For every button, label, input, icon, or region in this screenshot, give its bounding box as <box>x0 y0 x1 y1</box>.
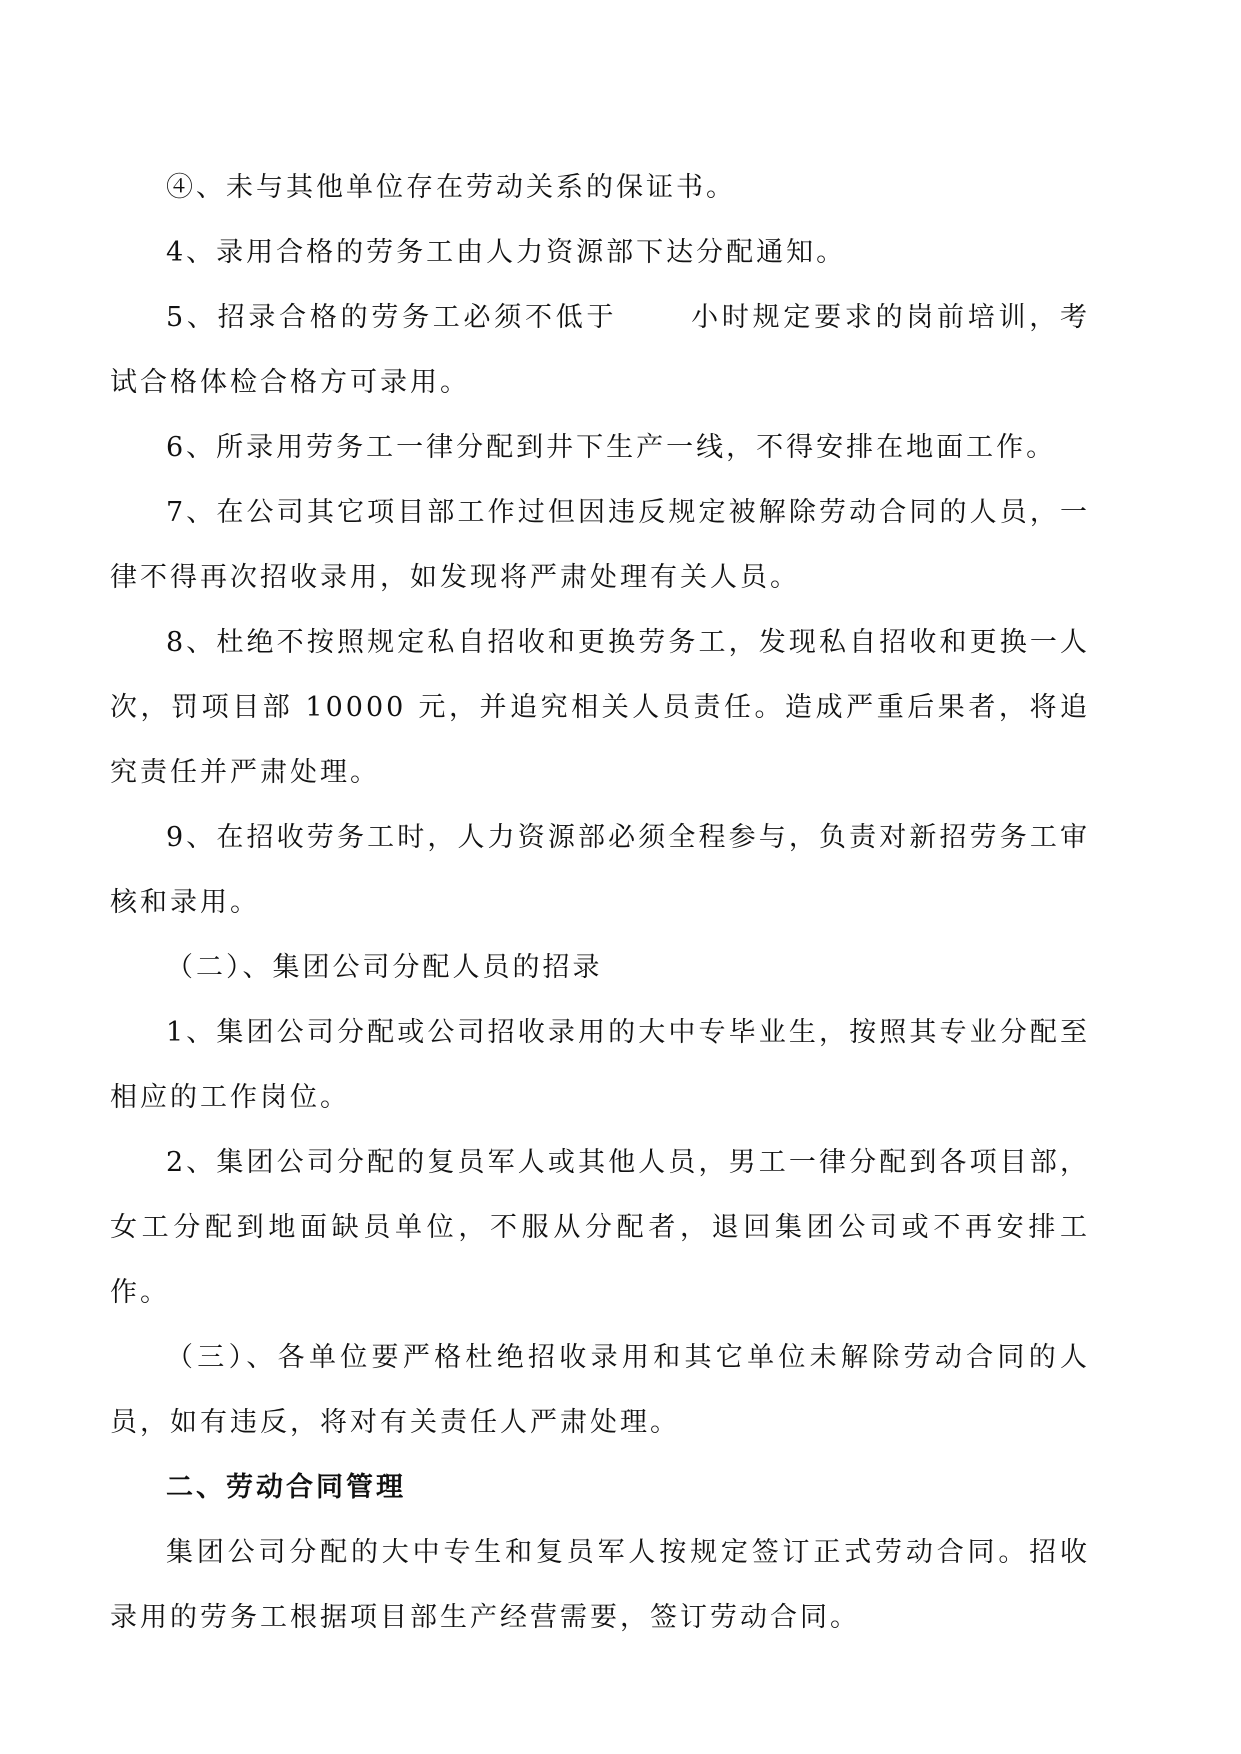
paragraph-item-4-guarantee: ④、未与其他单位存在劳动关系的保证书。 <box>166 172 736 203</box>
section-heading-labor-contract: 二、劳动合同管理 <box>166 1472 406 1503</box>
paragraph-subclause-2: 2、集团公司分配的复员军人或其他人员，男工一律分配到各项目部，女工分配到地面缺员单位，不服从分配者，退回集团公司或不再安排工作。 <box>110 1147 1090 1308</box>
subsection-heading-2: （二）、集团公司分配人员的招录 <box>166 952 603 983</box>
paragraph-clause-8: 8、杜绝不按照规定私自招收和更换劳务工，发现私自招收和更换一人次，罚项目部 10000 元，并追究相关人员责任。造成严重后果者，将追究责任并严肃处理。 <box>110 627 1090 788</box>
paragraph-labor-contract: 集团公司分配的大中专生和复员军人按规定签订正式劳动合同。招收录用的劳务工根据项目部生产经营需要，签订劳动合同。 <box>110 1537 1090 1633</box>
subsection-heading-3: （三）、各单位要严格杜绝招收录用和其它单位未解除劳动合同的人员，如有违反，将对有关责任人严肃处理。 <box>110 1342 1090 1438</box>
paragraph-clause-5: 5、招录合格的劳务工必须不低于 小时规定要求的岗前培训，考试合格体检合格方可录用。 <box>110 302 1090 398</box>
paragraph-clause-6: 6、所录用劳务工一律分配到井下生产一线，不得安排在地面工作。 <box>166 432 1057 463</box>
paragraph-subclause-1: 1、集团公司分配或公司招收录用的大中专毕业生，按照其专业分配至相应的工作岗位。 <box>110 1017 1090 1113</box>
document-body <box>110 155 1090 1650</box>
paragraph-clause-7: 7、在公司其它项目部工作过但因违反规定被解除劳动合同的人员，一律不得再次招收录用，如发现将严肃处理有关人员。 <box>110 497 1090 593</box>
paragraph-clause-9: 9、在招收劳务工时，人力资源部必须全程参与，负责对新招劳务工审核和录用。 <box>110 822 1090 918</box>
paragraph-clause-4: 4、录用合格的劳务工由人力资源部下达分配通知。 <box>166 237 847 268</box>
